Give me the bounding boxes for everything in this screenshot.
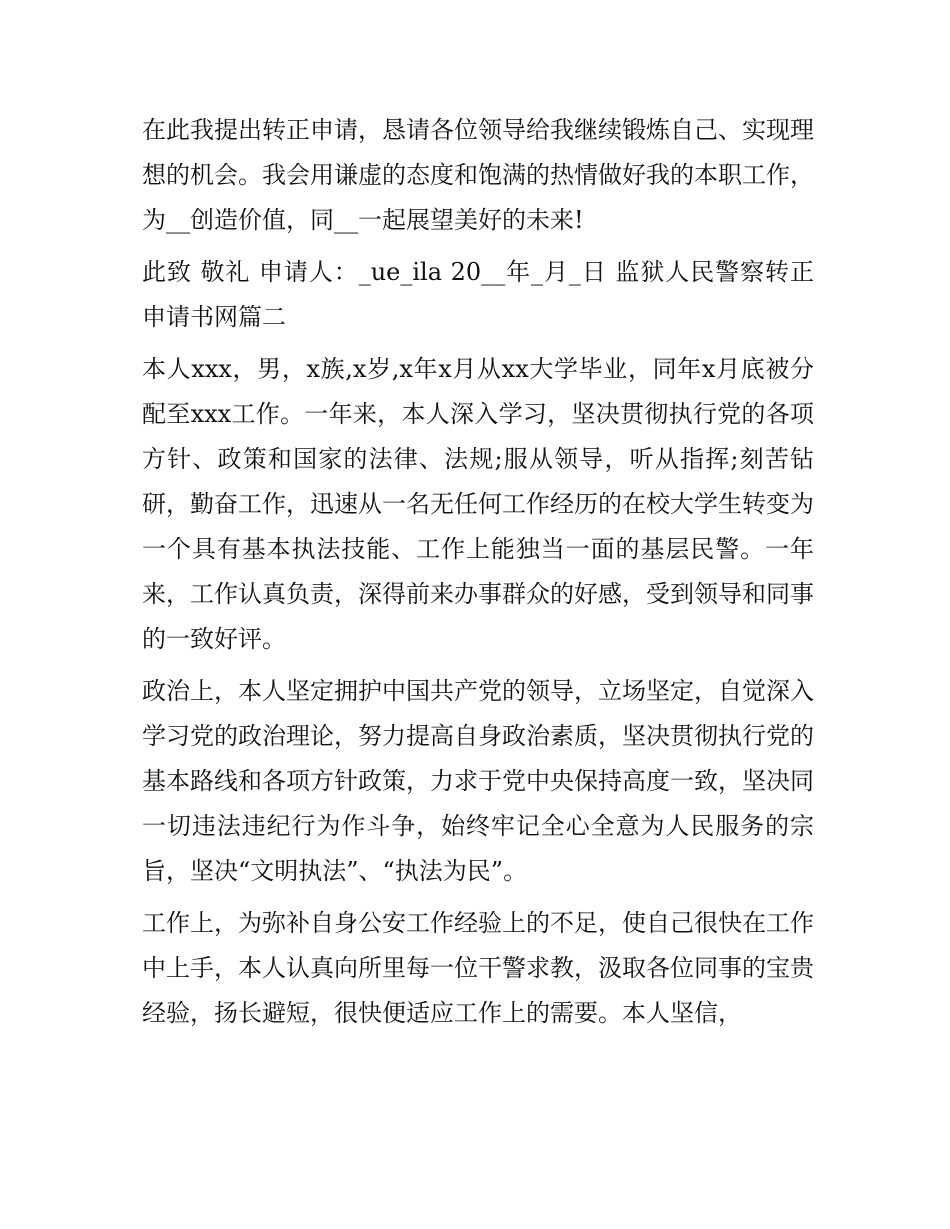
paragraph-application-closing: 在此我提出转正申请，恳请各位领导给我继续锻炼自己、实现理想的机会。我会用谦虚的态度和饱满的热情做好我的本职工作，为__创造价值，同__一起展望美好的未来! — [142, 116, 814, 234]
paragraph-signature-and-section-title: 此致 敬礼 申请人：_ue_ila 20__年_月_日 监狱人民警察转正申请书网篇二 — [142, 258, 814, 331]
paragraph-political-stance: 政治上，本人坚定拥护中国共产党的领导，立场坚定，自觉深入学习党的政治理论，努力提高自身政治素质，坚决贯彻执行党的基本路线和各项方针政策，力求于党中央保持高度一致，坚决同一切违法违纪行为作斗争，始终牢记全心全意为人民服务的宗旨，坚决“文明执法”、“执法为民”。 — [142, 677, 814, 885]
document-body — [142, 108, 814, 1043]
paragraph-work-experience: 工作上，为弥补自身公安工作经验上的不足，使自己很快在工作中上手，本人认真向所里每一位干警求教，汲取各位同事的宝贵经验，扬长避短，很快便适应工作上的需要。本人坚信， — [142, 909, 814, 1027]
paragraph-personal-introduction: 本人xxx，男，x族,x岁,x年x月从xx大学毕业，同年x月底被分配至xxx工作。一年来，本人深入学习，坚决贯彻执行党的各项方针、政策和国家的法律、法规;服从领导，听从指挥;刻苦钻研，勤奋工作，迅速从一名无任何工作经历的在校大学生转变为一个具有基本执法技能、工作上能独当一面的基层民警。一年来，工作认真负责，深得前来办事群众的好感，受到领导和同事的一致好评。 — [142, 355, 814, 653]
